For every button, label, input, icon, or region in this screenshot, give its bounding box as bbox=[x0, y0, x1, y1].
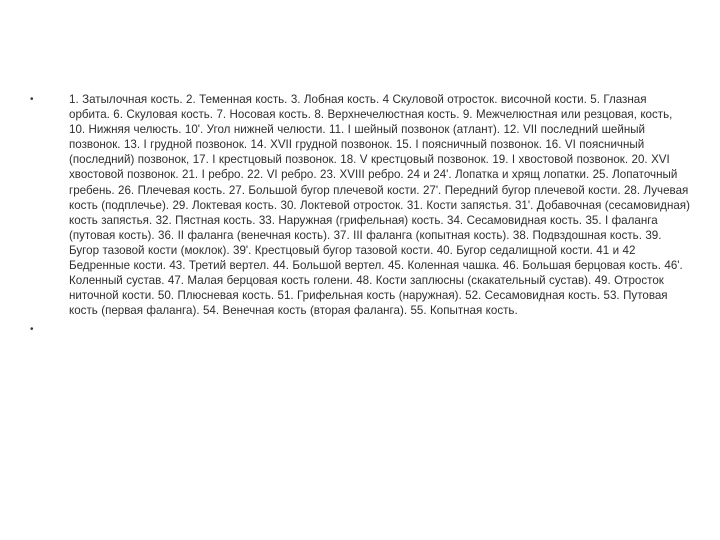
bullet-dot-icon: • bbox=[30, 324, 34, 336]
bones-legend-text: 1. Затылочная кость. 2. Теменная кость. 3. Лобная кость. 4 Скуловой отросток. височной кости. 5. Глазная орбита. 6. Скуловая кость. 7. Носовая кость. 8. Верхнечелюстная кость. 9. Межчелюстная или резцовая, кость, 10. Нижняя челюсть. 10'. Угол нижней челюсти. 11. I шейный позвонок (атлант). 12. VII последний шейный позвонок. 13. I грудной позвонок. 14. XVII грудной позвонок. 15. I поясничный позвонок. 16. VI поясничный (последний) позвонок, 17. I крестцовый позвонок. 18. V крестцовый позвонок. 19. I хвостовой позвонок. 20. XVI хвостовой позвонок. 21. I ребро. 22. VI ребро. 23. XVIII ребро. 24 и 24'. Лопатка и хрящ лопатки. 25. Лопаточный гребень. 26. Плечевая кость. 27. Большой бугор плечевой кости. 27'. Передний бугор плечевой кости. 28. Лучевая кость (подплечье). 29. Локтевая кость. 30. Локтевой отросток. 31. Кости запястья. 31'. Добавочная (сесамовидная) кость запястья. 32. Пястная кость. 33. Наружная (грифельная) кость. 34. Сесамовидная кость. 35. I фаланга (путовая кость). 36. II фаланга (венечная кость). 37. III фаланга (копытная кость). 38. Подвздошная кость. 39. Бугор тазовой кости (моклок). 39'. Крестцовый бугор тазовой кости. 40. Бугор седалищной кости. 41 и 42 Бедренные кости. 43. Третий вертел. 44. Большой вертел. 45. Коленная чашка. 46. Большая берцовая кость. 46'. Коленный сустав. 47. Малая берцовая кость голени. 48. Кости заплюсны (скакательный сустав). 49. Отросток ниточной кости. 50. Плюсневая кость. 51. Грифельная кость (наружная). 52. Сесамовидная кость. 53. Путовая кость (первая фаланга). 54. Венечная кость (вторая фаланга). 55. Копытная кость. bbox=[69, 93, 690, 318]
bullet-item-empty bbox=[30, 322, 690, 337]
bullet-list bbox=[30, 92, 690, 337]
bullet-dot-icon: • bbox=[30, 94, 34, 105]
bullet-item-bones-legend bbox=[30, 92, 690, 318]
